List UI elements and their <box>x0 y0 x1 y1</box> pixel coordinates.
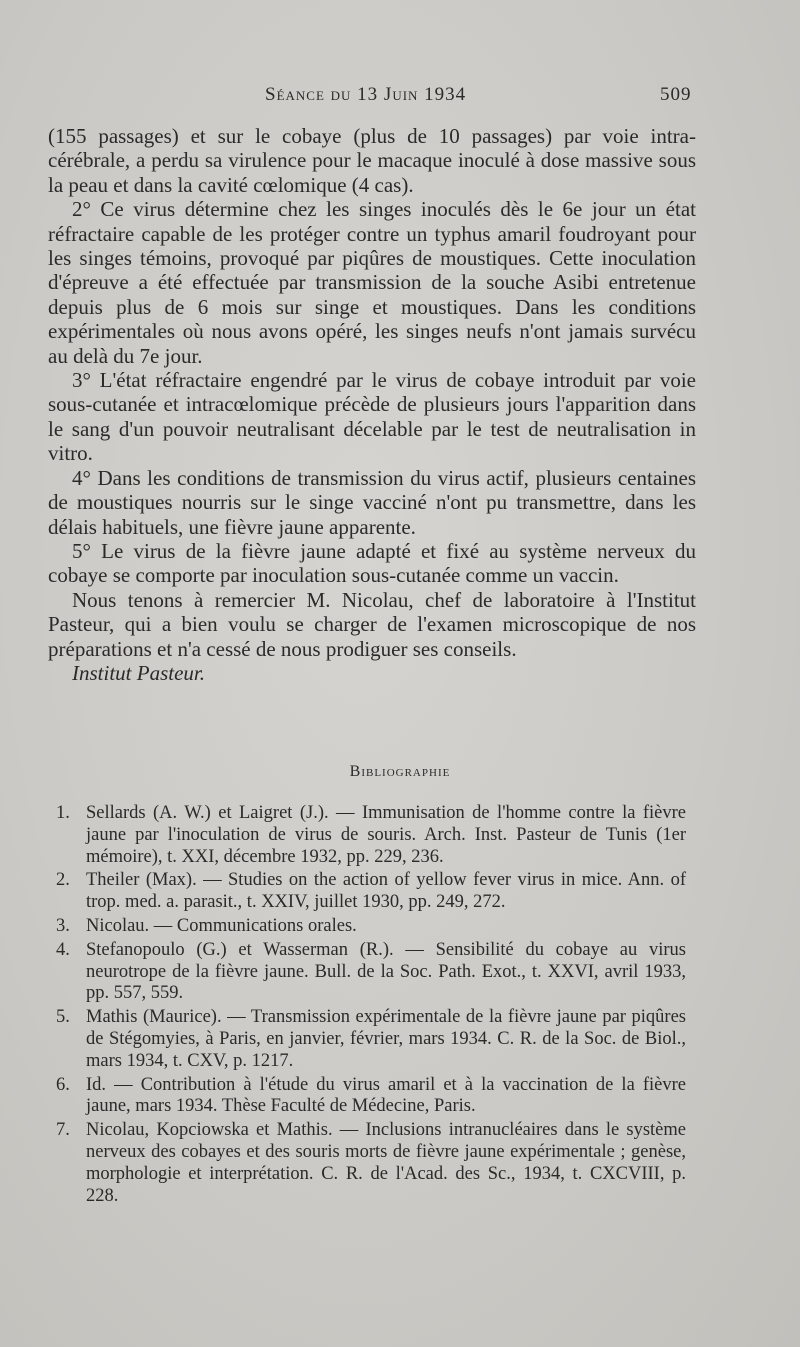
reference-number: 5. <box>56 1007 70 1028</box>
paragraph: Nous tenons à remercier M. Nicolau, chef de laboratoire à l'Institut Pasteur, qui a bien voulu se charger de l'examen microscopique de nos préparations et n'a cessé de nous prodiguer ses conseils. <box>48 587 696 661</box>
paragraph: (155 passages) et sur le cobaye (plus de 10 passages) par voie intra-cérébrale, a perdu sa virulence pour le macaque inoculé à dose massive sous la peau et dans la cavité cœlomique (4 cas). <box>48 124 696 197</box>
reference-item <box>48 916 686 938</box>
paragraph: 3° L'état réfractaire engendré par le virus de cobaye introduit par voie sous-cutanée et intracœlomique précède de plusieurs jours l'apparition dans le sang d'un pouvoir neutralisant décelable par le test de neutralisation in vitro. <box>48 368 696 466</box>
reference-number: 1. <box>56 803 70 823</box>
reference-text: Theiler (Max). — Studies on the action of yellow fever virus in mice. Ann. of trop. med. a. parasit., t. XXIV, juillet 1930, pp. 249, 272. <box>86 870 686 913</box>
reference-number: 2. <box>56 870 70 891</box>
paragraph: 2° Ce virus détermine chez les singes inoculés dès le 6e jour un état réfractaire capable de les protéger contre un typhus amaril foudroyant pour les singes témoins, provoqué par piqûres de moustiques. Cette inoculation d'épreuve a été effectuée par transmission de la souche Asibi entretenue depuis plus de 6 mois sur singe et moustiques. Dans les conditions expérimentales où nous avons opéré, les singes neufs n'ont jamais survécu au delà du 7e jour. <box>48 197 696 368</box>
bibliography-title: Bibliographie <box>349 763 451 780</box>
reference-number: 4. <box>56 939 70 960</box>
bibliography-list <box>48 803 686 1209</box>
reference-text: Mathis (Maurice). — Transmission expérimentale de la fièvre jaune par piqûres de Stégomyies, à Paris, en janvier, février, mars 1934. C. R. de la Soc. de Biol., mars 1934, t. CXV, p. 1217. <box>86 1007 686 1071</box>
page-number: 509 <box>660 84 692 105</box>
reference-text: Sellards (A. W.) et Laigret (J.). — Immunisation de l'homme contre la fièvre jaune par l'inoculation de virus de souris. Arch. Inst. Pasteur de Tunis (1er mémoire), t. XXI, décembre 1932, pp. 229, 236. <box>86 803 686 867</box>
reference-item <box>48 1120 686 1207</box>
reference-text: Stefanopoulo (G.) et Wasserman (R.). — Sensibilité du cobaye au virus neurotrope de la fièvre jaune. Bull. de la Soc. Path. Exot., t. XXVI, avril 1933, pp. 557, 559. <box>86 939 686 1004</box>
running-title: Séance du 13 Juin 1934 <box>265 84 467 105</box>
reference-text: Nicolau. — Communications orales. <box>86 915 357 936</box>
reference-text: Nicolau, Kopciowska et Mathis. — Inclusions intranucléaires dans le système nerveux des cobayes et des souris morts de fièvre jaune expérimentale ; genèse, morphologie et interprétation. C. R. de l'Acad. des Sc., 1934, t. CXCVIII, p. 228. <box>86 1120 686 1206</box>
institution-signature: Institut Pasteur. <box>72 660 206 685</box>
reference-number: 6. <box>56 1074 70 1095</box>
article-body <box>48 124 696 685</box>
reference-number: 7. <box>56 1120 70 1141</box>
reference-item <box>48 803 686 868</box>
reference-item <box>48 1075 686 1119</box>
reference-item <box>48 940 686 1005</box>
reference-number: 3. <box>56 915 70 936</box>
reference-text: Id. — Contribution à l'étude du virus amaril et à la vaccination de la fièvre jaune, mars 1934. Thèse Faculté de Médecine, Paris. <box>86 1074 686 1117</box>
paragraph: 5° Le virus de la fièvre jaune adapté et fixé au système nerveux du cobaye se comporte par inoculation sous-cutanée comme un vaccin. <box>48 538 696 588</box>
paragraph: 4° Dans les conditions de transmission du virus actif, plusieurs centaines de moustiques nourris sur le singe vacciné n'ont pu transmettre, dans les délais habituels, une fièvre jaune apparente. <box>48 465 696 539</box>
reference-item <box>48 1007 686 1072</box>
reference-item <box>48 870 686 914</box>
